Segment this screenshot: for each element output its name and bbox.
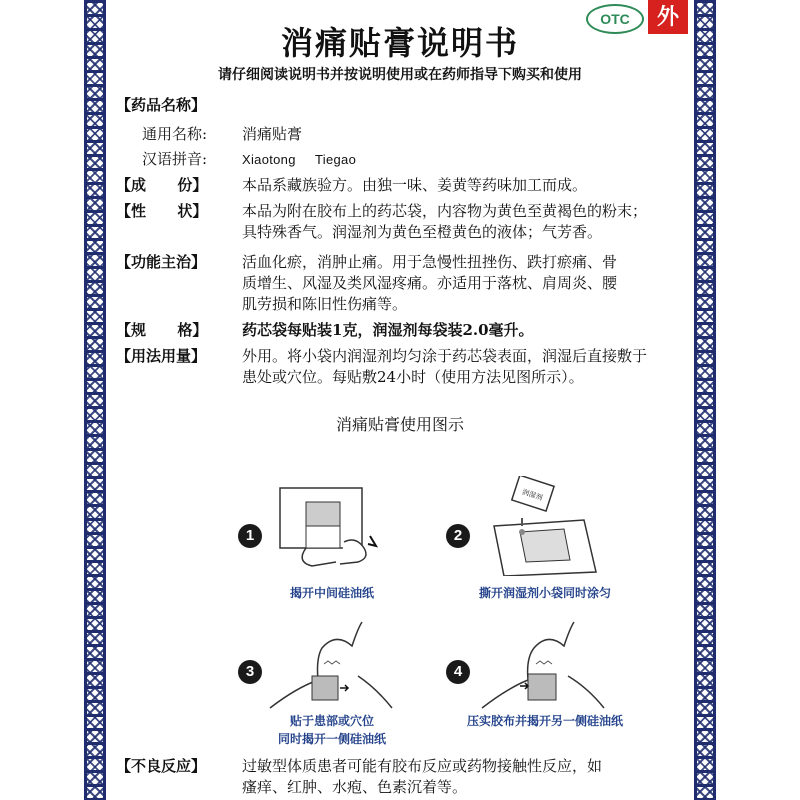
step-3-caption (262, 712, 402, 748)
value-pinyin: Xiaotong Tiegao (242, 152, 357, 167)
value-spec: 药芯袋每贴装1克，润湿剂每袋装2.0毫升。 (242, 321, 534, 339)
value-generic: 消痛贴膏 (242, 125, 303, 143)
instructions-body (116, 95, 686, 388)
indication-line: 肌劳损和陈旧性伤痛等。 (242, 295, 408, 313)
decorative-border-left (84, 0, 106, 800)
label-character: 【性 状】 (116, 202, 208, 220)
indication-line: 质增生、风湿及类风湿疼痛。亦适用于落枕、肩周炎、腰 (242, 274, 618, 292)
external-use-badge: 外 (648, 0, 688, 34)
step-1-number: 1 (238, 524, 262, 548)
step-4-number: 4 (446, 660, 470, 684)
adverse-line: 过敏型体质患者可能有胶布反应或药物接触性反应，如 (242, 757, 603, 775)
step-2-number: 2 (446, 524, 470, 548)
section-pinyin (116, 149, 686, 170)
section-indication (116, 252, 686, 315)
adverse-reactions (116, 756, 686, 798)
step-1-caption: 揭开中间硅油纸 (289, 586, 374, 600)
character-line: 具特殊香气。润湿剂为黄色至橙黄色的液体；气芳香。 (242, 223, 603, 241)
step-2-caption: 撕开润湿剂小袋同时涂匀 (478, 586, 611, 600)
page-title: 消痛贴膏说明书 (280, 24, 519, 62)
section-name (116, 95, 686, 116)
section-composition (116, 175, 686, 196)
value-composition: 本品系藏族验方。由独一味、姜黄等药味加工而成。 (242, 176, 588, 194)
label-adverse: 【不良反应】 (116, 757, 207, 775)
section-character (116, 201, 686, 243)
step-3-caption-line: 贴于患部或穴位 (289, 714, 374, 728)
subtitle: 请仔细阅读说明书并按说明使用或在药师指导下购买和使用 (218, 67, 582, 83)
label-composition: 【成 份】 (116, 176, 208, 194)
otc-badge: OTC (586, 4, 644, 34)
label-indication: 【功能主治】 (116, 253, 207, 271)
label-usage: 【用法用量】 (116, 347, 207, 365)
character-line: 本品为附在胶布上的药芯袋，内容物为黄色至黄褐色的粉末； (242, 202, 648, 220)
adverse-line: 瘙痒、红肿、水疱、色素沉着等。 (242, 778, 468, 796)
step-3-illustration (266, 618, 396, 710)
label-generic: 通用名称: (142, 125, 208, 143)
step-2-illustration (480, 476, 610, 576)
section-generic-name (116, 124, 686, 145)
step-3-number: 3 (238, 660, 262, 684)
step-4-caption: 压实胶布并揭开另一侧硅油纸 (466, 714, 623, 728)
sachet-label: 润湿剂 (521, 488, 544, 503)
section-usage (116, 346, 686, 388)
usage-line: 外用。将小袋内润湿剂均匀涂于药芯袋表面，润湿后直接敷于 (242, 347, 648, 365)
diagram-title: 消痛贴膏使用图示 (335, 415, 464, 434)
label-spec: 【规 格】 (116, 321, 208, 339)
step-1-illustration (266, 482, 396, 574)
step-3-caption-line: 同时揭开一侧硅油纸 (277, 732, 386, 746)
section-spec (116, 320, 686, 341)
step-4-illustration (478, 618, 608, 710)
decorative-border-right (694, 0, 716, 800)
indication-line: 活血化瘀，消肿止痛。用于急慢性扭挫伤、跌打瘀痛、骨 (242, 253, 618, 271)
label-pinyin: 汉语拼音: (142, 150, 208, 168)
section-adverse (116, 756, 686, 798)
label-name: 【药品名称】 (116, 96, 207, 114)
usage-line: 患处或穴位。每贴敷24小时（使用方法见图所示）。 (242, 368, 584, 386)
